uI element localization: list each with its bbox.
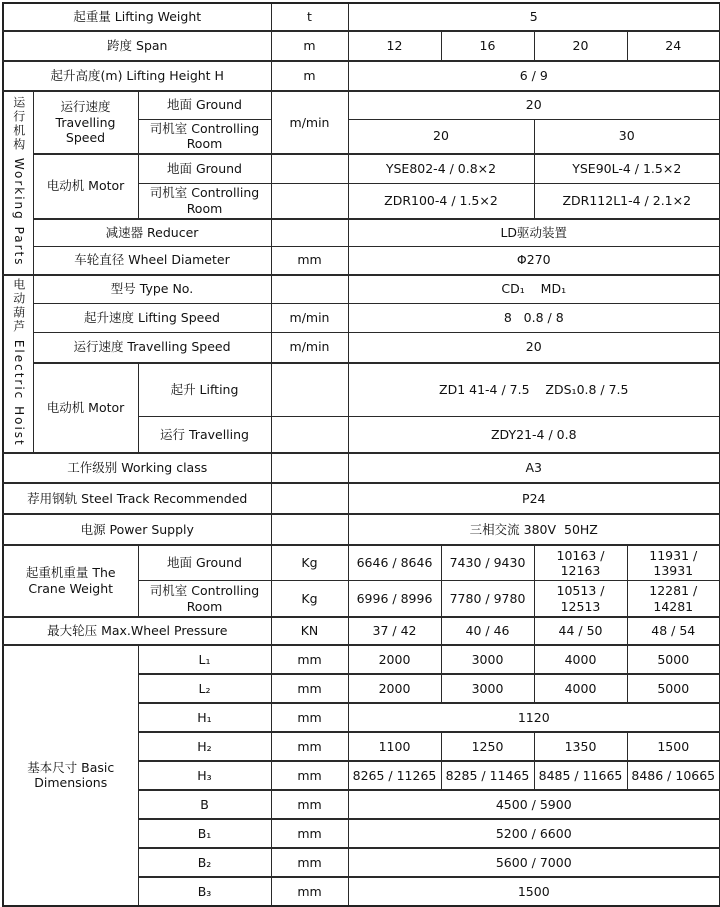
dim-B1-label: B₁ bbox=[138, 819, 271, 848]
crane-weight-ground-label: 地面 Ground bbox=[138, 545, 271, 581]
eh-motor-lifting-unit-empty bbox=[271, 363, 348, 417]
dim-H2-value-1: 1100 bbox=[348, 732, 441, 761]
wp-travelling-speed-label: 运行速度 Travelling Speed bbox=[33, 91, 138, 154]
eh-motor-travelling-label: 运行 Travelling bbox=[138, 417, 271, 453]
dim-H3-value-4: 8486 / 10665 bbox=[627, 761, 720, 790]
working-class-value: A3 bbox=[348, 453, 720, 483]
row-crane-weight-ground bbox=[3, 545, 720, 581]
wp-motor-ground-unit-empty bbox=[271, 154, 348, 184]
dim-B2-value: 5600 / 7000 bbox=[348, 848, 720, 877]
row-type-no bbox=[3, 275, 720, 304]
wheel-diameter-value: Φ270 bbox=[348, 247, 720, 275]
row-steel-track bbox=[3, 483, 720, 514]
row-lifting-weight bbox=[3, 3, 720, 31]
wp-travel-room-value-2: 30 bbox=[534, 119, 720, 154]
dim-H3-value-3: 8485 / 11665 bbox=[534, 761, 627, 790]
dim-H2-value-2: 1250 bbox=[441, 732, 534, 761]
eh-lifting-speed-unit: m/min bbox=[271, 304, 348, 333]
type-no-unit-empty bbox=[271, 275, 348, 304]
max-wheel-pressure-value-4: 48 / 54 bbox=[627, 617, 720, 645]
dim-B-value: 4500 / 5900 bbox=[348, 790, 720, 819]
crane-weight-ground-value-2: 7430 / 9430 bbox=[441, 545, 534, 581]
type-no-value: CD₁ MD₁ bbox=[348, 275, 720, 304]
max-wheel-pressure-unit: KN bbox=[271, 617, 348, 645]
lifting-weight-unit: t bbox=[271, 3, 348, 31]
dim-H3-value-1: 8265 / 11265 bbox=[348, 761, 441, 790]
row-wheel-diameter bbox=[3, 247, 720, 275]
dim-L2-label: L₂ bbox=[138, 674, 271, 703]
crane-weight-room-label: 司机室 Controlling Room bbox=[138, 581, 271, 617]
row-reducer bbox=[3, 219, 720, 247]
span-value-1: 12 bbox=[348, 31, 441, 61]
steel-track-unit-empty bbox=[271, 483, 348, 514]
row-working-class bbox=[3, 453, 720, 483]
dim-L1-label: L₁ bbox=[138, 645, 271, 674]
lifting-weight-label: 起重量 Lifting Weight bbox=[3, 3, 271, 31]
steel-track-value: P24 bbox=[348, 483, 720, 514]
eh-motor-label: 电动机 Motor bbox=[33, 363, 138, 453]
working-parts-group-label bbox=[3, 91, 33, 275]
row-power-supply bbox=[3, 514, 720, 545]
dim-L2-value-4: 5000 bbox=[627, 674, 720, 703]
reducer-value: LD驱动装置 bbox=[348, 219, 720, 247]
crane-weight-ground-value-3: 10163 / 12163 bbox=[534, 545, 627, 581]
dim-L1-value-4: 5000 bbox=[627, 645, 720, 674]
basic-dimensions-label: 基本尺寸 Basic Dimensions bbox=[3, 645, 138, 906]
power-supply-label: 电源 Power Supply bbox=[3, 514, 271, 545]
eh-travelling-speed-label: 运行速度 Travelling Speed bbox=[33, 333, 271, 363]
power-supply-value: 三相交流 380V 50HZ bbox=[348, 514, 720, 545]
eh-travelling-speed-value: 20 bbox=[348, 333, 720, 363]
crane-weight-room-value-2: 7780 / 9780 bbox=[441, 581, 534, 617]
row-lifting-height bbox=[3, 61, 720, 91]
dim-B2-label: B₂ bbox=[138, 848, 271, 877]
eh-lifting-speed-value: 8 0.8 / 8 bbox=[348, 304, 720, 333]
wp-motor-ground-value-2: YSE90L-4 / 1.5×2 bbox=[534, 154, 720, 184]
dim-B1-value: 5200 / 6600 bbox=[348, 819, 720, 848]
row-wp-motor-ground bbox=[3, 154, 720, 184]
crane-weight-ground-unit: Kg bbox=[271, 545, 348, 581]
dim-B3-unit: mm bbox=[271, 877, 348, 906]
lifting-weight-value: 5 bbox=[348, 3, 720, 31]
dim-L2-value-1: 2000 bbox=[348, 674, 441, 703]
dim-L1-unit: mm bbox=[271, 645, 348, 674]
crane-weight-ground-value-4: 11931 / 13931 bbox=[627, 545, 720, 581]
row-eh-travelling-speed bbox=[3, 333, 720, 363]
working-class-label: 工作级别 Working class bbox=[3, 453, 271, 483]
type-no-label: 型号 Type No. bbox=[33, 275, 271, 304]
row-dim-L1 bbox=[3, 645, 720, 674]
dim-H3-value-2: 8285 / 11465 bbox=[441, 761, 534, 790]
wp-travelling-speed-unit: m/min bbox=[271, 91, 348, 154]
dim-L1-value-2: 3000 bbox=[441, 645, 534, 674]
dim-L2-value-2: 3000 bbox=[441, 674, 534, 703]
span-value-2: 16 bbox=[441, 31, 534, 61]
dim-H3-label: H₃ bbox=[138, 761, 271, 790]
wheel-diameter-label: 车轮直径 Wheel Diameter bbox=[33, 247, 271, 275]
reducer-unit-empty bbox=[271, 219, 348, 247]
lifting-height-unit: m bbox=[271, 61, 348, 91]
lifting-height-value: 6 / 9 bbox=[348, 61, 720, 91]
wp-travel-room-label: 司机室 Controlling Room bbox=[138, 119, 271, 154]
lifting-height-label: 起升高度(m) Lifting Height H bbox=[3, 61, 271, 91]
dim-L2-value-3: 4000 bbox=[534, 674, 627, 703]
steel-track-label: 荐用钢轨 Steel Track Recommended bbox=[3, 483, 271, 514]
wp-motor-room-unit-empty bbox=[271, 184, 348, 219]
wp-motor-room-label: 司机室 Controlling Room bbox=[138, 184, 271, 219]
wp-motor-room-value-2: ZDR112L1-4 / 2.1×2 bbox=[534, 184, 720, 219]
dim-H2-value-3: 1350 bbox=[534, 732, 627, 761]
wp-motor-ground-label: 地面 Ground bbox=[138, 154, 271, 184]
wp-motor-ground-value-1: YSE802-4 / 0.8×2 bbox=[348, 154, 534, 184]
dim-L2-unit: mm bbox=[271, 674, 348, 703]
reducer-label: 减速器 Reducer bbox=[33, 219, 271, 247]
eh-lifting-speed-label: 起升速度 Lifting Speed bbox=[33, 304, 271, 333]
max-wheel-pressure-label: 最大轮压 Max.Wheel Pressure bbox=[3, 617, 271, 645]
dim-H2-label: H₂ bbox=[138, 732, 271, 761]
dim-H2-unit: mm bbox=[271, 732, 348, 761]
crane-weight-room-unit: Kg bbox=[271, 581, 348, 617]
span-value-4: 24 bbox=[627, 31, 720, 61]
eh-motor-lifting-value: ZD1 41-4 / 7.5 ZDS₁0.8 / 7.5 bbox=[348, 363, 720, 417]
dim-B2-unit: mm bbox=[271, 848, 348, 877]
dim-H3-unit: mm bbox=[271, 761, 348, 790]
row-eh-lifting-speed bbox=[3, 304, 720, 333]
span-value-3: 20 bbox=[534, 31, 627, 61]
dim-L1-value-3: 4000 bbox=[534, 645, 627, 674]
max-wheel-pressure-value-3: 44 / 50 bbox=[534, 617, 627, 645]
power-supply-unit-empty bbox=[271, 514, 348, 545]
dim-H2-value-4: 1500 bbox=[627, 732, 720, 761]
dim-B1-unit: mm bbox=[271, 819, 348, 848]
crane-spec-table bbox=[2, 2, 720, 907]
working-parts-group-text: 运行机构 Working Parts bbox=[11, 95, 26, 267]
crane-weight-room-value-3: 10513 / 12513 bbox=[534, 581, 627, 617]
dim-B3-value: 1500 bbox=[348, 877, 720, 906]
crane-weight-label: 起重机重量 The Crane Weight bbox=[3, 545, 138, 617]
row-max-wheel-pressure bbox=[3, 617, 720, 645]
wp-motor-label: 电动机 Motor bbox=[33, 154, 138, 219]
dim-H1-unit: mm bbox=[271, 703, 348, 732]
dim-B3-label: B₃ bbox=[138, 877, 271, 906]
dim-L1-value-1: 2000 bbox=[348, 645, 441, 674]
eh-travelling-speed-unit: m/min bbox=[271, 333, 348, 363]
max-wheel-pressure-value-2: 40 / 46 bbox=[441, 617, 534, 645]
max-wheel-pressure-value-1: 37 / 42 bbox=[348, 617, 441, 645]
row-span bbox=[3, 31, 720, 61]
wp-travel-room-value-1: 20 bbox=[348, 119, 534, 154]
eh-motor-lifting-label: 起升 Lifting bbox=[138, 363, 271, 417]
dim-B-unit: mm bbox=[271, 790, 348, 819]
span-unit: m bbox=[271, 31, 348, 61]
span-label: 跨度 Span bbox=[3, 31, 271, 61]
row-wp-travel-ground bbox=[3, 91, 720, 119]
electric-hoist-group-label bbox=[3, 275, 33, 453]
wp-travel-ground-value: 20 bbox=[348, 91, 720, 119]
crane-weight-ground-value-1: 6646 / 8646 bbox=[348, 545, 441, 581]
wheel-diameter-unit: mm bbox=[271, 247, 348, 275]
dim-H1-value: 1120 bbox=[348, 703, 720, 732]
row-eh-motor-lifting bbox=[3, 363, 720, 417]
dim-H1-label: H₁ bbox=[138, 703, 271, 732]
wp-motor-room-value-1: ZDR100-4 / 1.5×2 bbox=[348, 184, 534, 219]
working-class-unit-empty bbox=[271, 453, 348, 483]
crane-weight-room-value-1: 6996 / 8996 bbox=[348, 581, 441, 617]
crane-weight-room-value-4: 12281 / 14281 bbox=[627, 581, 720, 617]
eh-motor-travelling-unit-empty bbox=[271, 417, 348, 453]
eh-motor-travelling-value: ZDY21-4 / 0.8 bbox=[348, 417, 720, 453]
electric-hoist-group-text: 电动葫芦 Electric Hoist bbox=[11, 277, 26, 447]
wp-travel-ground-label: 地面 Ground bbox=[138, 91, 271, 119]
dim-B-label: B bbox=[138, 790, 271, 819]
